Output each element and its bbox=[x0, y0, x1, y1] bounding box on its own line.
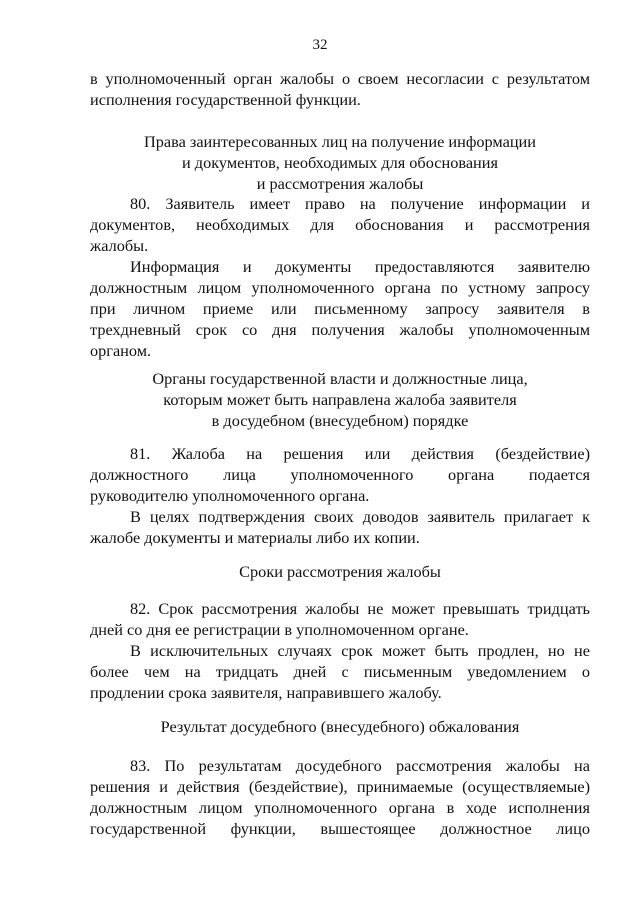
paragraph-80-line: 80. Заявитель имеет право на получение информации и bbox=[130, 194, 590, 213]
paragraph-80b-line: органом. bbox=[90, 341, 152, 360]
section-heading-line: Органы государственной власти и должностные лица, bbox=[152, 369, 528, 388]
paragraph-81-line: должностного лица уполномоченного органа подается bbox=[90, 465, 590, 484]
page-number: 32 bbox=[312, 37, 328, 53]
section-heading: Сроки рассмотрения жалобы bbox=[239, 562, 441, 581]
section-heading-line: которым может быть направлена жалоба заявителя bbox=[163, 390, 517, 409]
section-heading: Результат досудебного (внесудебного) обжалования bbox=[160, 717, 520, 736]
paragraph-82b-line: более чем на тридцать дней с письменным уведомлением о bbox=[90, 662, 590, 681]
paragraph-80b-line: трехдневный срок со дня получения жалобы уполномоченным bbox=[90, 320, 590, 339]
intro-line: в уполномоченный орган жалобы о своем несогласии с результатом bbox=[90, 69, 590, 88]
paragraph-81-line: 81. Жалоба на решения или действия (бездействие) bbox=[130, 444, 590, 463]
section-heading-line: и документов, необходимых для обоснования bbox=[182, 153, 498, 172]
paragraph-81b-line: жалобе документы и материалы либо их копии. bbox=[90, 528, 420, 547]
paragraph-82b-line: продлении срока заявителя, направившего жалобу. bbox=[90, 683, 442, 702]
paragraph-82-line: 82. Срок рассмотрения жалобы не может превышать тридцать bbox=[130, 599, 590, 618]
paragraph-82b-line: В исключительных случаях срок может быть продлен, но не bbox=[130, 641, 590, 660]
paragraph-83-line: должностным лицом уполномоченного органа в ходе исполнения bbox=[90, 798, 590, 817]
paragraph-83-line: государственной функции, вышестоящее должностное лицо bbox=[90, 819, 590, 838]
paragraph-81b-line: В целях подтверждения своих доводов заявитель прилагает к bbox=[130, 507, 590, 526]
paragraph-80b-line: при личном приеме или письменному запросу заявителя в bbox=[90, 299, 590, 318]
paragraph-80b-line: должностным лицом уполномоченного органа по устному запросу bbox=[90, 278, 590, 297]
section-heading-line: в досудебном (внесудебном) порядке bbox=[211, 411, 469, 430]
intro-line: исполнения государственной функции. bbox=[90, 90, 361, 109]
paragraph-80b-line: Информация и документы предоставляются заявителю bbox=[130, 257, 590, 276]
paragraph-83-line: 83. По результатам досудебного рассмотрения жалобы на bbox=[130, 756, 590, 775]
paragraph-81-line: руководителю уполномоченного органа. bbox=[90, 486, 370, 505]
paragraph-80-line: документов, необходимых для обоснования и рассмотрения bbox=[90, 215, 590, 234]
paragraph-83-line: решения и действия (бездействие), принимаемые (осуществляемые) bbox=[90, 777, 590, 796]
section-heading-line: и рассмотрения жалобы bbox=[256, 174, 424, 193]
section-heading-line: Права заинтересованных лиц на получение информации bbox=[144, 132, 536, 151]
paragraph-80-line: жалобы. bbox=[90, 236, 149, 255]
paragraph-82-line: дней со дня ее регистрации в уполномоченном органе. bbox=[90, 620, 469, 639]
